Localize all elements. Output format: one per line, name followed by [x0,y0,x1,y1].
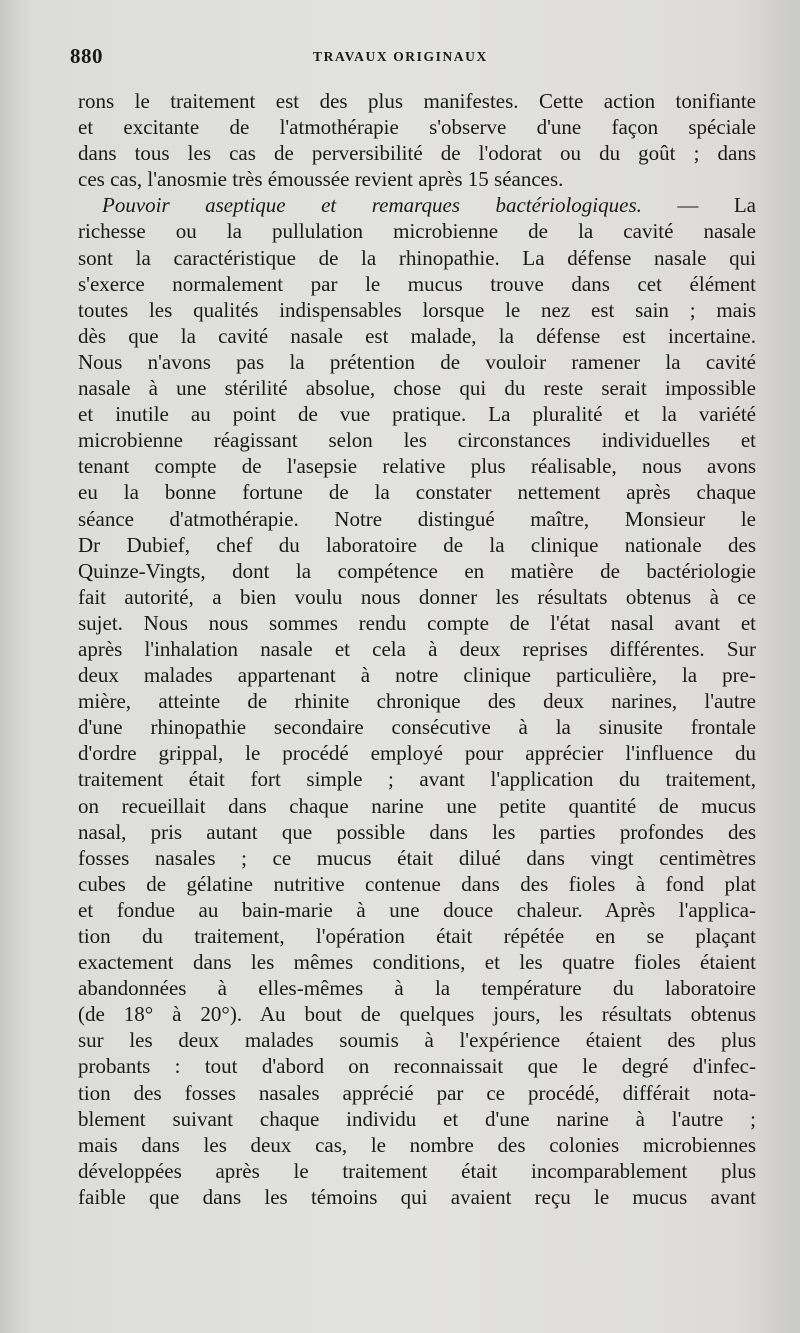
text-line: d'une rhinopathie secondaire consécutive à la sinusite frontale [78,715,756,740]
text-line: fait autorité, a bien voulu nous donner les résultats obtenus à ce [78,584,756,609]
text-line: exactement dans les mêmes conditions, et les quatre fioles étaient [78,950,756,975]
text-line: dès que la cavité nasale est malade, la défense est incertaine. [78,323,756,348]
text-line: fosses nasales ; ce mucus était dilué dans vingt centimètres [78,845,756,870]
text-line: Dr Dubief, chef du laboratoire de la clinique nationale des [78,532,756,557]
text-line: nasal, pris autant que possible dans les parties profondes des [78,819,756,844]
text-line: Nous n'avons pas la prétention de vouloir ramener la cavité [78,349,756,374]
text-line: mière, atteinte de rhinite chronique des deux narines, l'autre [78,689,756,714]
text-line: tion du traitement, l'opération était répétée en se plaçant [78,924,756,948]
text-line: deux malades appartenant à notre clinique particulière, la pre- [78,663,756,688]
text-line: ces cas, l'anosmie très émoussée revient après 15 séances. [78,167,564,192]
text-line: mais dans les deux cas, le nombre des colonies microbiennes [78,1132,756,1157]
text-line: eu la bonne fortune de la constater nettement après chaque [78,480,756,505]
text-line: (de 18° à 20°). Au bout de quelques jours, les résultats obtenus [78,1002,756,1027]
text-line: toutes les qualités indispensables lorsque le nez est sain ; mais [78,297,756,322]
text-line: on recueillait dans chaque narine une petite quantité de mucus [78,793,756,818]
text-line: probants : tout d'abord on reconnaissait que le degré d'infec- [78,1054,756,1079]
text-line: et excitante de l'atmothérapie s'observe d'une façon spéciale [78,115,756,140]
text-line: tenant compte de l'asepsie relative plus réalisable, nous avons [78,454,756,479]
text-line: s'exerce normalement par le mucus trouve dans cet élément [78,271,756,296]
text-line: sont la caractéristique de la rhinopathie. La défense nasale qui [78,245,756,270]
text-line: traitement était fort simple ; avant l'application du traitement, [78,767,756,792]
text-line: cubes de gélatine nutritive contenue dans des fioles à fond plat [78,871,756,896]
text-line: tion des fosses nasales apprécié par ce procédé, différait nota- [78,1080,756,1105]
text-line: développées après le traitement était incomparablement plus [78,1158,756,1183]
page-header [70,44,750,74]
section-heading-line [78,192,756,218]
text-line: richesse ou la pullulation microbienne de la cavité nasale [78,219,756,244]
text-line: sujet. Nous nous sommes rendu compte de l'état nasal avant et [78,610,756,635]
text-line: rons le traitement est des plus manifestes. Cette action tonifiante [78,89,756,113]
text-line: faible que dans les témoins qui avaient reçu le mucus avant [78,1184,756,1209]
page-number: 880 [70,44,103,68]
section-heading: Pouvoir aseptique et remarques bactériologiques. [102,193,642,218]
text-line: dans tous les cas de perversibilité de l'odorat ou du goût ; dans [78,141,756,166]
running-head: TRAVAUX ORIGINAUX [313,49,488,64]
text-line: séance d'atmothérapie. Notre distingué maître, Monsieur le [78,506,756,531]
body-text [78,88,756,1210]
text-line: sur les deux malades soumis à l'expérience étaient des plus [78,1028,756,1053]
text-line: et inutile au point de vue pratique. La pluralité et la variété [78,402,756,427]
text-line: blement suivant chaque individu et d'une narine à l'autre ; [78,1106,756,1131]
text-line: microbienne réagissant selon les circonstances individuelles et [78,428,756,453]
section-heading-continuation: — La [641,193,756,218]
text-line: et fondue au bain-marie à une douce chaleur. Après l'applica- [78,897,756,922]
text-line: nasale à une stérilité absolue, chose qui du reste serait impossible [78,376,756,401]
text-line: abandonnées à elles-mêmes à la température du laboratoire [78,976,756,1001]
text-line: après l'inhalation nasale et cela à deux reprises différentes. Sur [78,636,756,661]
text-line: Quinze-Vingts, dont la compétence en matière de bactériologie [78,558,756,583]
text-line: d'ordre grippal, le procédé employé pour apprécier l'influence du [78,741,756,766]
